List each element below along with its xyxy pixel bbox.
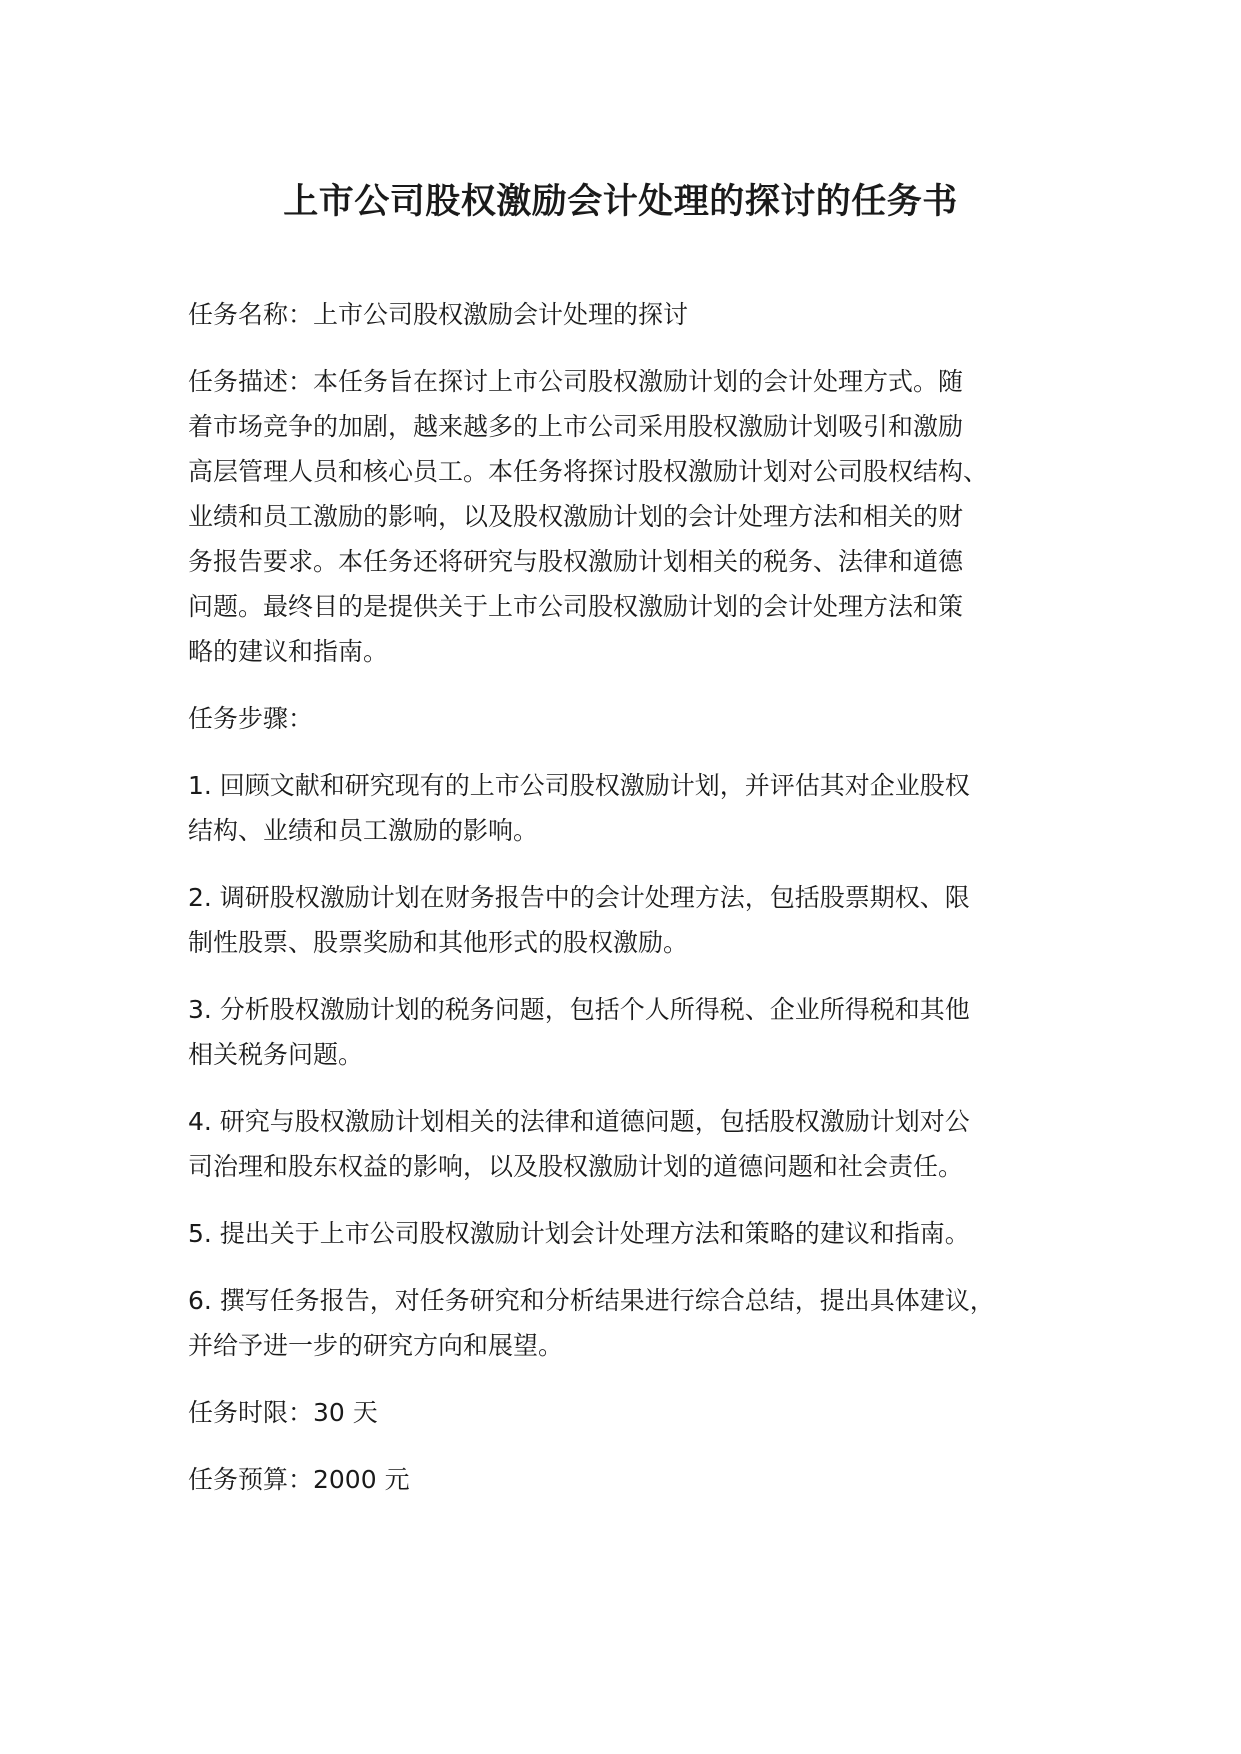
task-name: 任务名称：上市公司股权激励会计处理的探讨	[188, 300, 689, 329]
step-item-4: 4. 研究与股权激励计划相关的法律和道德问题，包括股权激励计划对公 司治理和股东权益的影响，以及股权激励计划的道德问题和社会责任。	[188, 1107, 970, 1181]
task-time-limit: 任务时限：30 天	[188, 1398, 378, 1427]
step-item-5: 5. 提出关于上市公司股权激励计划会计处理方法和策略的建议和指南。	[188, 1219, 970, 1248]
step-item-2: 2. 调研股权激励计划在财务报告中的会计处理方法，包括股票期权、限 制性股票、股票奖励和其他形式的股权激励。	[188, 883, 970, 957]
task-description: 任务描述：本任务旨在探讨上市公司股权激励计划的会计处理方式。随 着市场竞争的加剧，越来越多的上市公司采用股权激励计划吸引和激励 高层管理人员和核心员工。本任务将探讨股权激励计划对公司股权结构、 业绩和员工激励的影响，以及股权激励计划的会计处理方法和相关的财 务报告要求。本任务还将研究与股权激励计划相关的税务、法律和道德 问题。最终目的是提供关于上市公司股权激励计划的会计处理方法和策 略的建议和指南。	[188, 367, 989, 666]
steps-heading: 任务步骤：	[188, 704, 314, 733]
step-item-3: 3. 分析股权激励计划的税务问题，包括个人所得税、企业所得税和其他 相关税务问题。	[188, 995, 970, 1069]
step-item-1: 1. 回顾文献和研究现有的上市公司股权激励计划，并评估其对企业股权 结构、业绩和员工激励的影响。	[188, 771, 970, 845]
task-budget: 任务预算：2000 元	[188, 1465, 410, 1494]
document-body	[188, 292, 1088, 1524]
document-title: 上市公司股权激励会计处理的探讨的任务书	[283, 182, 958, 222]
step-item-6: 6. 撰写任务报告，对任务研究和分析结果进行综合总结，提出具体建议， 并给予进一步的研究方向和展望。	[188, 1286, 995, 1360]
